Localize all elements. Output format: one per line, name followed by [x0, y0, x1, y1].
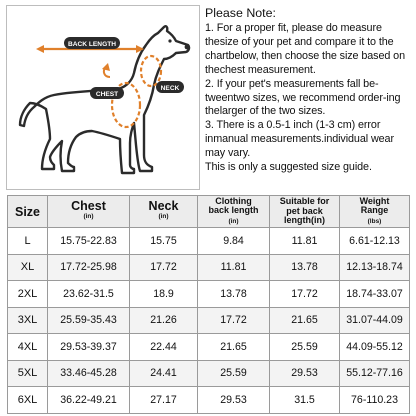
cell-back: 29.53 — [198, 387, 270, 414]
cell-weight: 12.13-18.74 — [340, 254, 410, 281]
cell-neck: 21.26 — [130, 307, 198, 334]
cell-back: 21.65 — [198, 334, 270, 361]
cell-chest: 23.62-31.5 — [48, 281, 130, 308]
cell-size: L — [8, 228, 48, 255]
cell-neck: 17.72 — [130, 254, 198, 281]
cell-suitable: 21.65 — [270, 307, 340, 334]
cell-back: 9.84 — [198, 228, 270, 255]
cell-neck: 27.17 — [130, 387, 198, 414]
note-line-1: 1. For a proper fit, please do measure thesize of your pet and compare it to the chartbelow, then choose the size based on thechest measurement. — [205, 22, 405, 76]
cell-weight: 31.07-44.09 — [340, 307, 410, 334]
cell-chest: 29.53-39.37 — [48, 334, 130, 361]
cell-suitable: 17.72 — [270, 281, 340, 308]
table-row — [8, 281, 410, 308]
cell-chest: 25.59-35.43 — [48, 307, 130, 334]
cell-neck: 22.44 — [130, 334, 198, 361]
cell-size: 4XL — [8, 334, 48, 361]
cell-neck: 15.75 — [130, 228, 198, 255]
cell-chest: 36.22-49.21 — [48, 387, 130, 414]
dog-outline-illustration — [6, 5, 200, 190]
cell-size: 5XL — [8, 360, 48, 387]
header-clothing-back-length: Clothing back length (in) — [198, 196, 270, 228]
table-row — [8, 334, 410, 361]
table-row — [8, 307, 410, 334]
cell-weight: 6.61-12.13 — [340, 228, 410, 255]
header-suitable-back-length: Suitable for pet back length(in) — [270, 196, 340, 228]
size-note — [205, 6, 411, 175]
table-row — [8, 228, 410, 255]
cell-chest: 15.75-22.83 — [48, 228, 130, 255]
cell-suitable: 11.81 — [270, 228, 340, 255]
table-row — [8, 360, 410, 387]
back-length-label: BACK LENGTH — [68, 41, 116, 48]
cell-weight: 76-110.23 — [340, 387, 410, 414]
cell-neck: 18.9 — [130, 281, 198, 308]
note-line-3: 3. There is a 0.5-1 inch (1-3 cm) error inmanual measurements.individual wear may vary. — [205, 119, 394, 160]
neck-label: NECK — [160, 85, 180, 92]
cell-back: 11.81 — [198, 254, 270, 281]
cell-back: 13.78 — [198, 281, 270, 308]
chest-label: CHEST — [95, 91, 119, 98]
header-neck: Neck (in) — [130, 196, 198, 228]
dog-measurement-diagram — [6, 5, 200, 190]
cell-weight: 44.09-55.12 — [340, 334, 410, 361]
note-title: Please Note: — [205, 6, 276, 20]
header-weight-range: Weight Range (lbs) — [340, 196, 410, 228]
cell-suitable: 13.78 — [270, 254, 340, 281]
cell-back: 17.72 — [198, 307, 270, 334]
cell-suitable: 25.59 — [270, 334, 340, 361]
cell-size: 2XL — [8, 281, 48, 308]
cell-size: 3XL — [8, 307, 48, 334]
note-line-4: This is only a suggested size guide. — [205, 161, 372, 174]
cell-weight: 55.12-77.16 — [340, 360, 410, 387]
cell-chest: 33.46-45.28 — [48, 360, 130, 387]
header-size: Size — [8, 196, 48, 228]
cell-weight: 18.74-33.07 — [340, 281, 410, 308]
header-chest: Chest (in) — [48, 196, 130, 228]
cell-size: 6XL — [8, 387, 48, 414]
cell-back: 25.59 — [198, 360, 270, 387]
table-row — [8, 387, 410, 414]
size-chart-table — [7, 195, 410, 414]
cell-suitable: 31.5 — [270, 387, 340, 414]
note-line-2: 2. If your pet's measurements fall be-tweentwo sizes, we recommend order-ing thelarger of the two sizes. — [205, 77, 401, 118]
cell-chest: 17.72-25.98 — [48, 254, 130, 281]
table-header-row — [8, 196, 410, 228]
cell-neck: 24.41 — [130, 360, 198, 387]
cell-suitable: 29.53 — [270, 360, 340, 387]
cell-size: XL — [8, 254, 48, 281]
table-row — [8, 254, 410, 281]
